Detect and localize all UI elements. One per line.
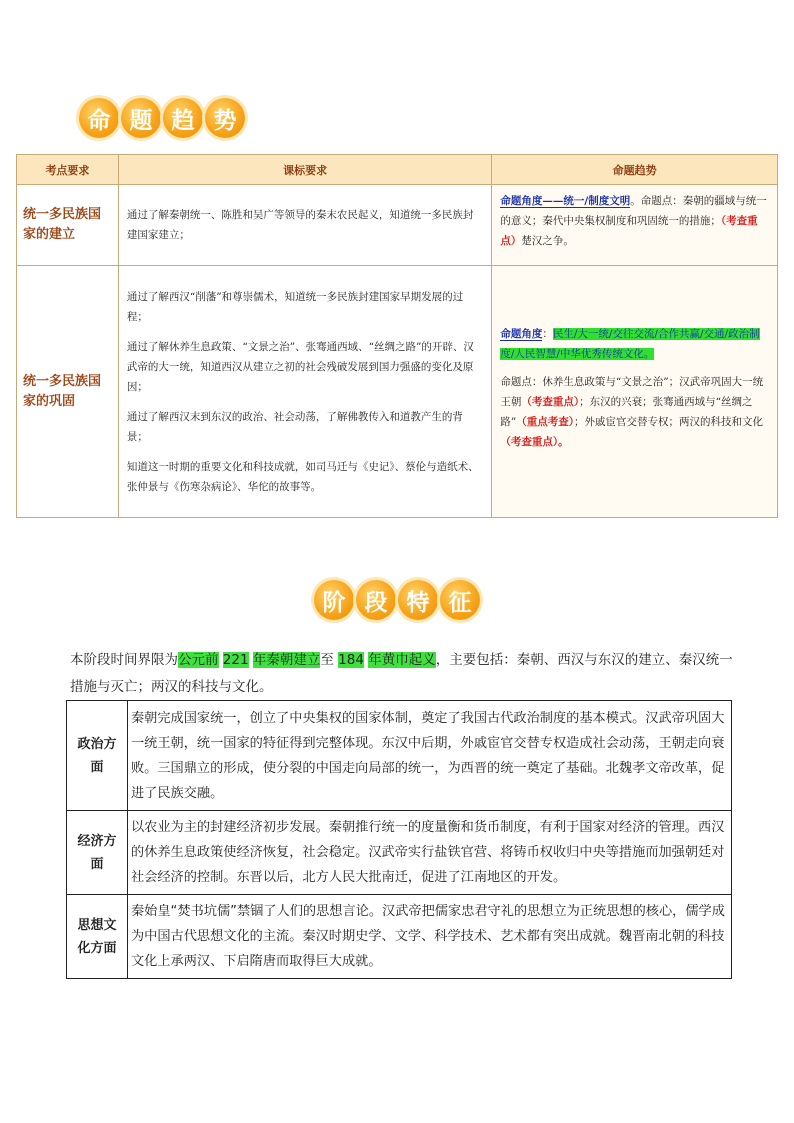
- trend-part: ；外戚宦官交替专权；两汉的科技和文化: [573, 415, 763, 428]
- highlight: 221: [222, 652, 249, 668]
- title-char: 段: [356, 580, 396, 620]
- standard-text: 通过了解休养生息政策、“文景之治”、张骞通西域、“丝绸之路”的开辟、汉武帝的大一统，知道西汉从建立之初的社会残破发展到国力强盛的变化及原因；: [126, 340, 474, 393]
- highlight: 公元前: [178, 652, 219, 668]
- key-mark: （考查重点）: [500, 215, 758, 247]
- section-title-trend: [79, 98, 245, 138]
- header-standard: 课标要求: [118, 155, 491, 185]
- exam-point: 统一多民族国家的巩固: [17, 266, 119, 518]
- aspect-content: 秦朝完成国家统一，创立了中央集权的国家体制，奠定了我国古代政治制度的基本模式。汉武帝巩固大一统王朝，统一国家的特征得到完整体现。东汉中后期，外戚宦官交替专权造成社会动荡，王朝走向衰败。三国鼎立的形成，使分裂的中国走向局部的统一，为西晋的统一奠定了基础。北魏孝文帝改革，促进了民族交融。: [128, 701, 732, 811]
- title-char: 征: [440, 580, 480, 620]
- title-char: 势: [205, 98, 245, 138]
- aspect-text: 政治方面: [77, 736, 117, 775]
- trend-angle: [500, 324, 769, 364]
- table-row: [67, 701, 732, 811]
- table-row: [67, 811, 732, 895]
- header-trend: 命题趋势: [492, 155, 778, 185]
- aspect-content: 秦始皇“焚书坑儒”禁锢了人们的思想言论。汉武帝把儒家忠君守礼的思想立为正统思想的核心，儒学成为中国古代思想文化的主流。秦汉时期史学、文学、科学技术、艺术都有突出成就。魏晋南北朝的科技文化上承两汉、下启隋唐而取得巨大成就。: [128, 895, 732, 979]
- trend-end: 。: [558, 435, 569, 448]
- angle-dash: ——: [542, 195, 564, 207]
- aspect-label: [67, 701, 128, 811]
- curriculum-standard: [118, 185, 491, 266]
- key-mark: （考查重点）: [500, 435, 559, 448]
- trend-text: [500, 372, 769, 452]
- angle-label: 命题角度: [500, 195, 543, 207]
- table-row: [17, 185, 778, 266]
- trend-part: 命题点：休养生息政策与“文景之治”；汉武帝巩固大一统王朝: [500, 375, 764, 408]
- trend-cell: [492, 266, 778, 518]
- exam-trend-table: [16, 154, 778, 518]
- header-point: 考点要求: [17, 155, 119, 185]
- intro-text: 本阶段时间界限为: [70, 652, 178, 668]
- title-char: 趋: [163, 98, 203, 138]
- title-char: 阶: [314, 580, 354, 620]
- stage-intro: [70, 647, 734, 701]
- exam-point: 统一多民族国家的建立: [17, 185, 119, 266]
- highlight: 年黄巾起义: [368, 652, 436, 668]
- intro-text: 至: [320, 652, 334, 668]
- stage-features-table: [66, 700, 732, 979]
- key-mark: （考查重点）: [521, 395, 580, 408]
- angle-sep: ：: [542, 327, 553, 340]
- standard-text: 通过了解秦朝统一、陈胜和吴广等领导的秦末农民起义，知道统一多民族封建国家建立；: [126, 209, 474, 241]
- title-char: 题: [121, 98, 161, 138]
- highlight: 年秦朝建立: [252, 652, 321, 668]
- title-char: 特: [398, 580, 438, 620]
- aspect-text: 思想文化方面: [77, 917, 117, 956]
- standard-text: 知道这一时期的重要文化和科技成就，如司马迁与《史记》、蔡伦与造纸术、张仲景与《伤寒杂病论》、华佗的故事等。: [126, 460, 479, 493]
- title-char: 命: [79, 98, 119, 138]
- trend-rest: 。命题点：秦朝的疆域与统一的意义；秦代中央集权制度和巩固统一的措施；: [500, 195, 767, 227]
- trend-text: [500, 191, 769, 251]
- highlight: 184: [338, 652, 364, 668]
- key-mark: （重点考查）: [516, 415, 574, 428]
- trend-cell: [492, 185, 778, 266]
- trend-part: ；东汉的兴衰；张骞通西域与“丝绸之路”: [500, 395, 753, 428]
- aspect-text: 经济方面: [77, 833, 117, 872]
- curriculum-standard: [118, 266, 491, 518]
- table-header-row: [17, 155, 778, 185]
- aspect-label: [67, 811, 128, 895]
- angle-tags: 民生/大一统/交往交流/合作共赢/交通/政治制度/人民智慧/中华优秀传统文化。: [500, 327, 760, 360]
- section-title-features: [314, 580, 480, 620]
- angle-label: 命题角度: [500, 327, 543, 340]
- angle-tags: 统一/制度文明: [563, 195, 631, 207]
- table-row: [67, 895, 732, 979]
- table-row: [17, 266, 778, 518]
- standard-text: 通过了解西汉“削藩”和尊崇儒术，知道统一多民族封建国家早期发展的过程；: [126, 290, 464, 323]
- standard-text: 通过了解西汉末到东汉的政治、社会动荡，了解佛教传入和道教产生的背景；: [126, 410, 463, 443]
- trend-end: 楚汉之争。: [521, 235, 574, 247]
- aspect-label: [67, 895, 128, 979]
- aspect-content: 以农业为主的封建经济初步发展。秦朝推行统一的度量衡和货币制度，有利于国家对经济的管理。西汉的休养生息政策使经济恢复，社会稳定。汉武帝实行盐铁官营、将铸币权收归中央等措施而加强朝廷对社会经济的控制。东晋以后，北方人民大批南迁，促进了江南地区的开发。: [128, 811, 732, 895]
- intro-text: ，主要包括：秦朝、西汉与东汉的建立、秦汉统一措施与灭亡；两汉的科技与文化。: [70, 652, 733, 695]
